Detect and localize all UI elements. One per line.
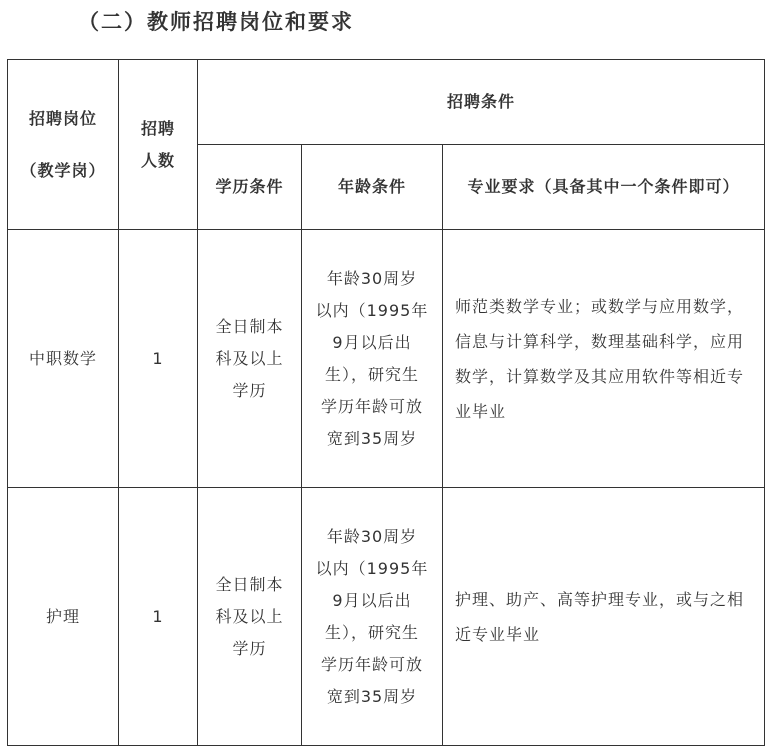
- cell-count: 1: [119, 488, 198, 746]
- cell-position: 护理: [8, 488, 119, 746]
- age-line: 生），研究生: [324, 622, 419, 642]
- header-position-line1: 招聘岗位: [28, 108, 97, 128]
- age-line: 以内（1995年: [315, 558, 429, 578]
- recruitment-table: [7, 59, 765, 746]
- cell-education: [198, 488, 302, 746]
- major-text: 师范类数学专业；或数学与应用数学，信息与计算科学，数理基础科学，应用数学，计算数学及其应用软件等相近专业毕业: [455, 296, 745, 421]
- education-line: 科及以上: [215, 348, 284, 368]
- education-line: 学历: [232, 380, 267, 400]
- major-text: 护理、助产、高等护理专业，或与之相近专业毕业: [455, 589, 745, 644]
- age-line: 9月以后出: [332, 332, 412, 352]
- cell-education: [198, 230, 302, 488]
- header-major: 专业要求（具备其中一个条件即可）: [443, 145, 765, 230]
- education-line: 全日制本: [215, 574, 284, 594]
- cell-count: 1: [119, 230, 198, 488]
- header-position-line2: （教学岗）: [20, 160, 106, 180]
- header-conditions: 招聘条件: [198, 60, 765, 145]
- cell-age: [302, 488, 443, 746]
- age-line: 学历年龄可放: [320, 396, 423, 416]
- age-line: 年龄30周岁: [326, 268, 418, 288]
- age-line: 宽到35周岁: [326, 686, 418, 706]
- header-row-1: [8, 60, 765, 145]
- header-count-line2: 人数: [140, 150, 175, 170]
- education-line: 科及以上: [215, 606, 284, 626]
- table-row: [8, 230, 765, 488]
- cell-major: [443, 230, 765, 488]
- section-heading: （二）教师招聘岗位和要求: [78, 10, 354, 34]
- age-line: 生），研究生: [324, 364, 419, 384]
- header-position: [8, 60, 119, 230]
- header-count-line1: 招聘: [140, 118, 175, 138]
- education-line: 学历: [232, 638, 267, 658]
- age-line: 学历年龄可放: [320, 654, 423, 674]
- cell-position: 中职数学: [8, 230, 119, 488]
- age-line: 以内（1995年: [315, 300, 429, 320]
- header-count: [119, 60, 198, 230]
- table-row: [8, 488, 765, 746]
- age-line: 年龄30周岁: [326, 526, 418, 546]
- header-education: 学历条件: [198, 145, 302, 230]
- cell-major: [443, 488, 765, 746]
- cell-age: [302, 230, 443, 488]
- header-age: 年龄条件: [302, 145, 443, 230]
- education-line: 全日制本: [215, 316, 284, 336]
- age-line: 宽到35周岁: [326, 428, 418, 448]
- age-line: 9月以后出: [332, 590, 412, 610]
